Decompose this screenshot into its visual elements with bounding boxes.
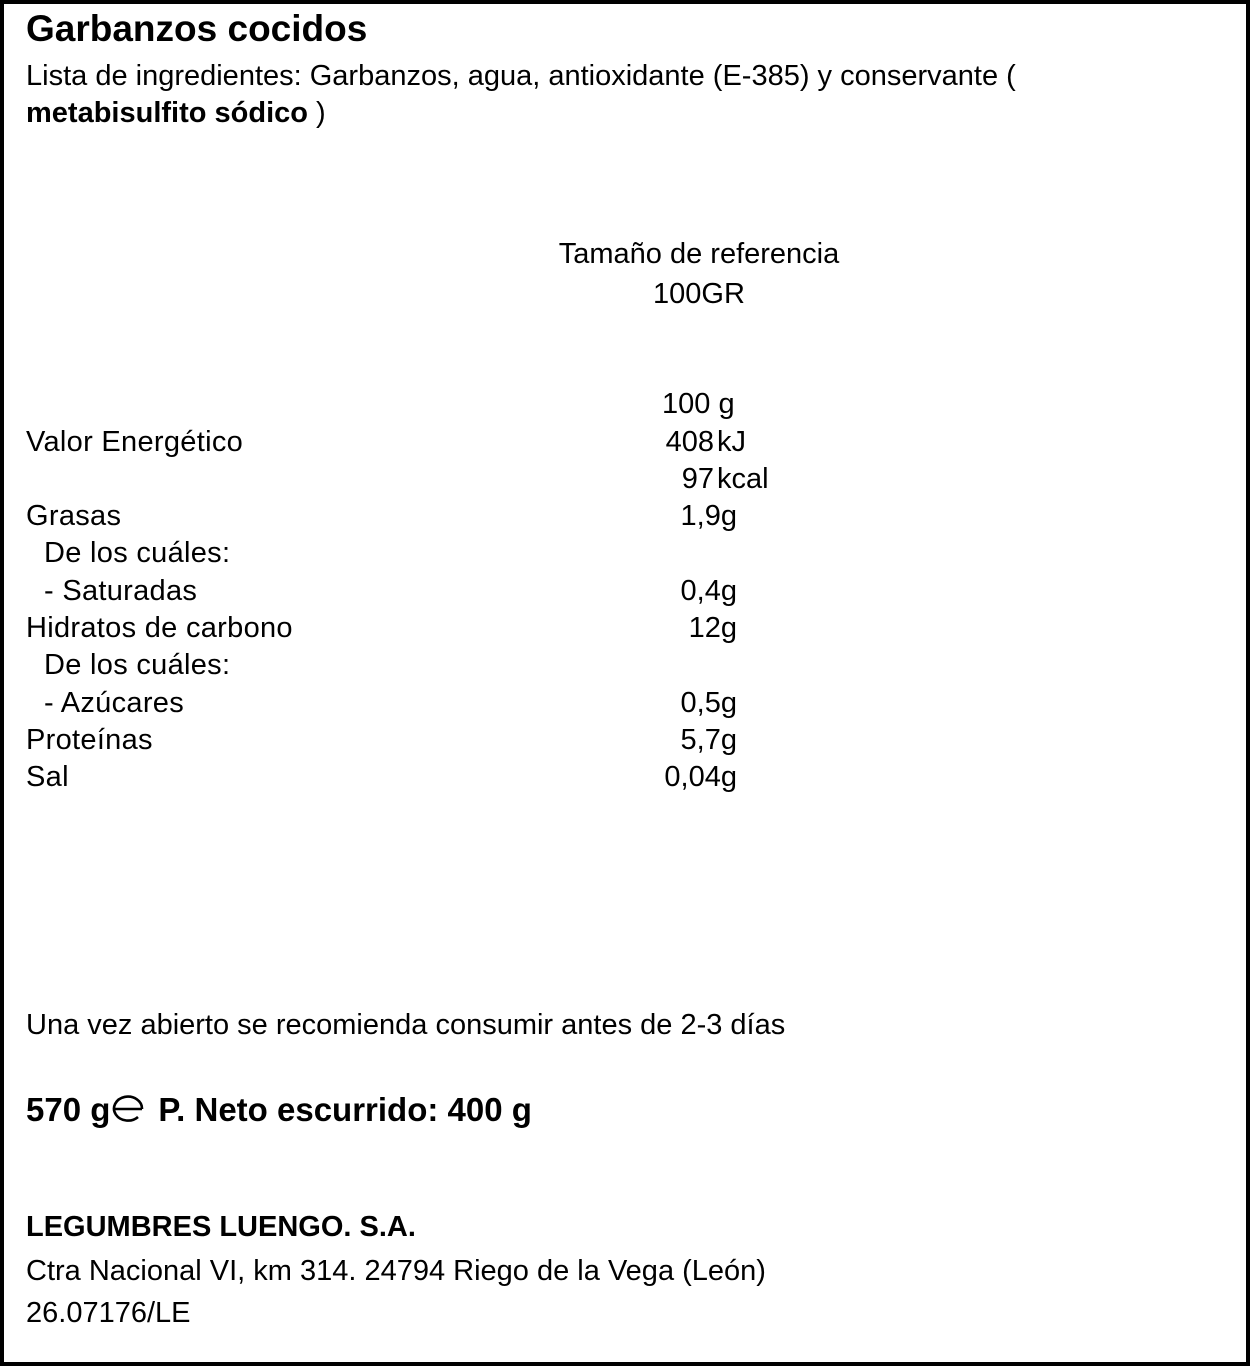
nutrient-value-fat: 1,9g bbox=[680, 500, 737, 532]
energy-kj-unit: kJ bbox=[717, 426, 746, 458]
nutrient-value-saturated: 0,4g bbox=[680, 575, 737, 607]
storage-advice: Una vez abierto se recomienda consumir antes de 2-3 días bbox=[26, 1009, 786, 1041]
nutrient-value-carbohydrates: 12g bbox=[688, 612, 737, 644]
reference-size: 100GR bbox=[653, 278, 745, 310]
nutrient-sublabel-fat: De los cuáles: bbox=[44, 537, 231, 569]
ingredients-allergen: metabisulfito sódico bbox=[26, 97, 308, 129]
energy-kcal-unit: kcal bbox=[717, 463, 769, 495]
nutrient-label-salt: Sal bbox=[26, 761, 69, 793]
ingredients-list bbox=[26, 58, 1016, 132]
ingredients-close: ) bbox=[316, 97, 326, 129]
net-weight: 570 g bbox=[26, 1091, 111, 1128]
nutrient-value-salt: 0,04g bbox=[664, 761, 737, 793]
company-name: LEGUMBRES LUENGO. S.A. bbox=[26, 1211, 416, 1243]
energy-kcal-value: 97 bbox=[681, 463, 714, 495]
company-address: Ctra Nacional VI, km 314. 24794 Riego de la Vega (León) bbox=[26, 1255, 766, 1287]
sanitary-registration: 26.07176/LE bbox=[26, 1297, 191, 1329]
e-mark-icon bbox=[112, 1092, 144, 1132]
nutrient-label-carbohydrates: Hidratos de carbono bbox=[26, 612, 293, 644]
nutrient-label-fat: Grasas bbox=[26, 500, 122, 532]
reference-title: Tamaño de referencia bbox=[558, 238, 840, 270]
energy-label: Valor Energético bbox=[26, 426, 244, 458]
nutrient-sublabel-carbohydrates: De los cuáles: bbox=[44, 649, 231, 681]
nutrient-value-protein: 5,7g bbox=[680, 724, 737, 756]
product-title: Garbanzos cocidos bbox=[26, 8, 368, 49]
drained-weight: P. Neto escurrido: 400 g bbox=[158, 1091, 532, 1128]
nutrition-column-header: 100 g bbox=[662, 388, 735, 420]
nutrient-value-sugars: 0,5g bbox=[680, 687, 737, 719]
nutrient-label-protein: Proteínas bbox=[26, 724, 153, 756]
net-weight-line bbox=[26, 1090, 532, 1132]
energy-kj-value: 408 bbox=[665, 426, 714, 458]
nutrient-label-sugars: - Azúcares bbox=[44, 687, 184, 719]
nutrient-label-saturated: - Saturadas bbox=[44, 575, 198, 607]
ingredients-text: Lista de ingredientes: Garbanzos, agua, antioxidante (E-385) y conservante ( bbox=[26, 60, 1016, 92]
